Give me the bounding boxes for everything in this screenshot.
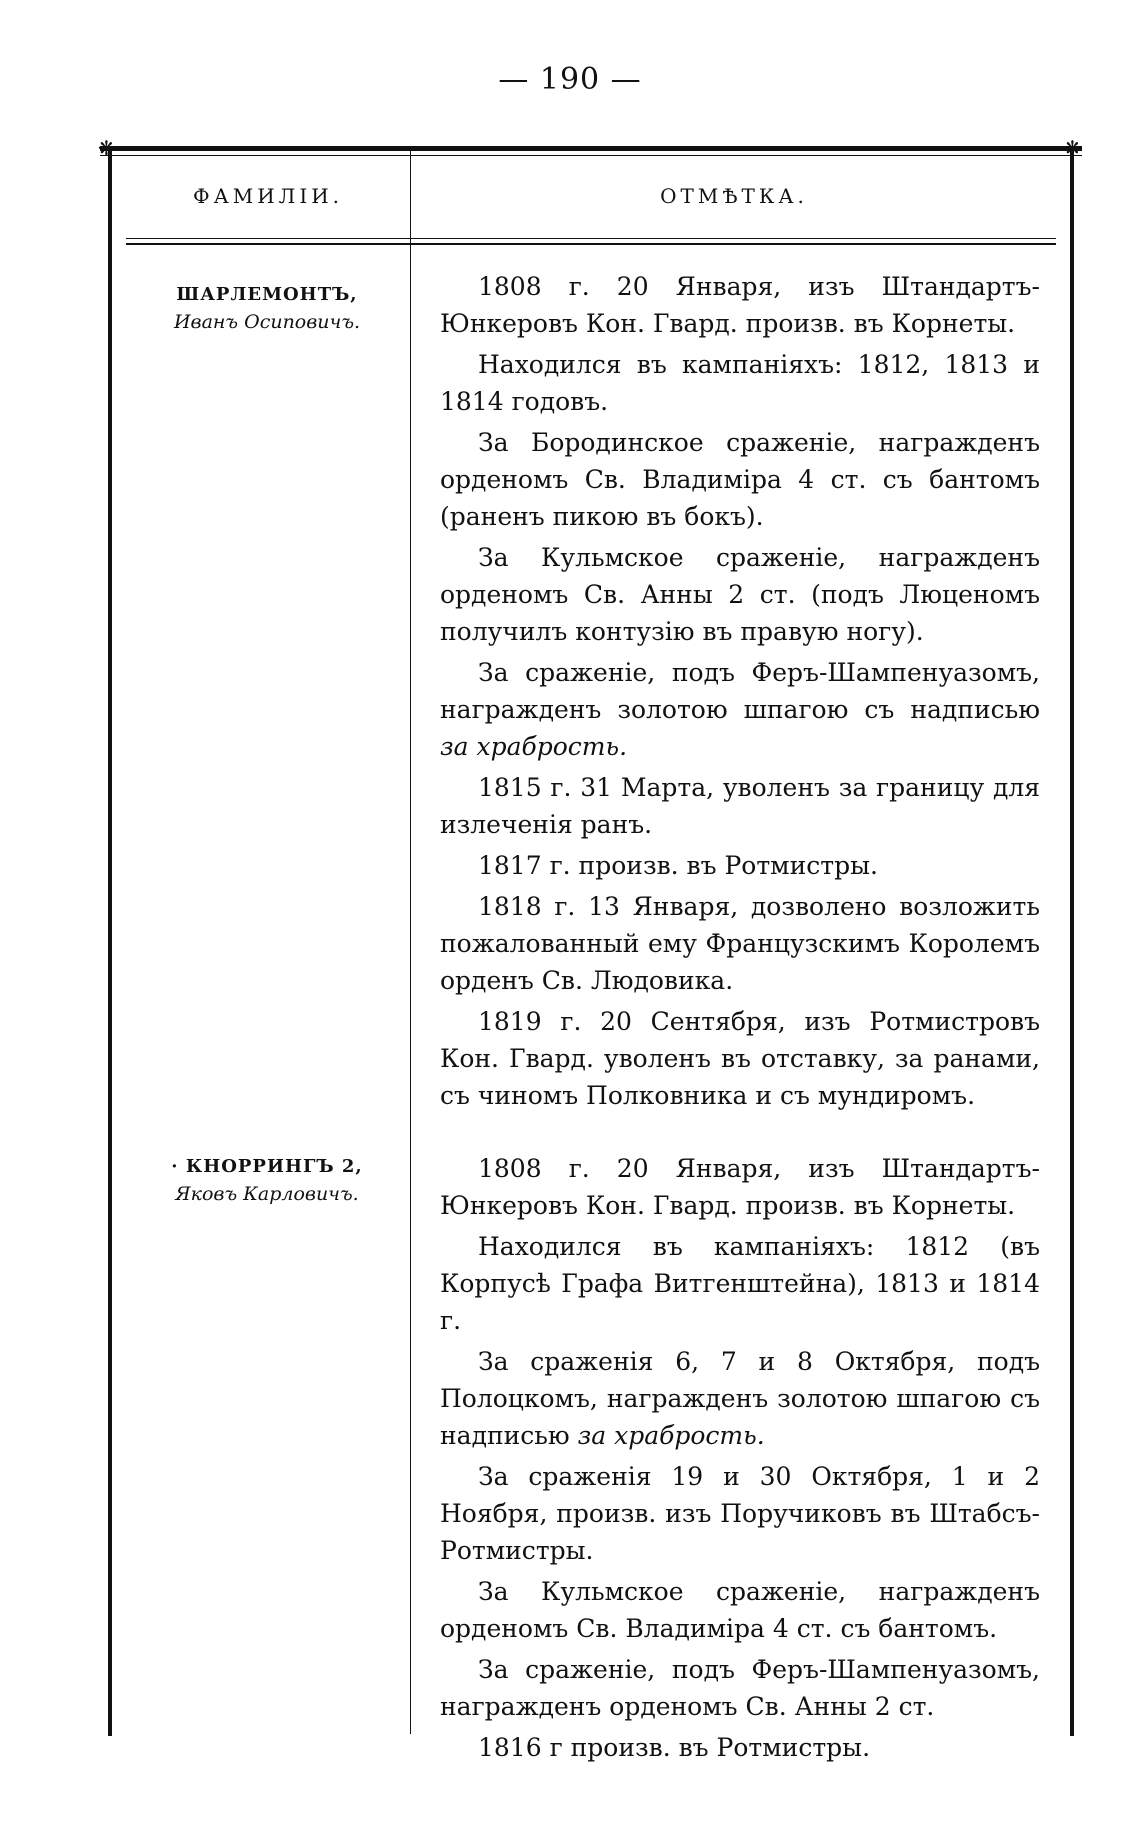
entry-name-sharlemont xyxy=(132,284,402,333)
note-paragraph: Находился въ кампаніяхъ: 1812 (въ Корпусѣ Графа Витгенштейна), 1813 и 1814 г. xyxy=(440,1232,1040,1335)
note-text: За сраженія 6, 7 и 8 Октября, подъ Полоцкомъ, награжденъ золотою шпагою съ надписью xyxy=(440,1347,1040,1450)
note-paragraph xyxy=(440,1343,1040,1454)
note-paragraph: 1816 г произв. въ Ротмистры. xyxy=(478,1733,871,1762)
header-rule-double xyxy=(126,243,1056,245)
surname: ШАРЛЕМОНТЪ, xyxy=(176,284,358,305)
notes-knorring xyxy=(440,1150,1040,1770)
note-italic: за храбрость. xyxy=(577,1421,765,1450)
header-note: ОТМѢТКА. xyxy=(660,184,808,208)
note-paragraph: За Кульмское сраженіе, награжденъ орденомъ Св. Анны 2 ст. (подъ Люценомъ получилъ контузію въ правую ногу). xyxy=(440,543,1040,646)
note-paragraph xyxy=(440,654,1040,765)
note-paragraph: 1815 г. 31 Марта, уволенъ за границу для излеченія ранъ. xyxy=(440,773,1040,839)
column-divider xyxy=(410,150,411,1734)
note-paragraph: За сраженія 19 и 30 Октября, 1 и 2 Ноября, произв. изъ Поручиковъ въ Штабсъ-Ротмистры. xyxy=(440,1462,1040,1565)
note-paragraph: 1817 г. произв. въ Ротмистры. xyxy=(478,851,878,880)
note-paragraph: За Бородинское сраженіе, награжденъ орденомъ Св. Владиміра 4 ст. съ бантомъ (раненъ пикою въ бокъ). xyxy=(440,428,1040,531)
corner-ornament-right: ❋ xyxy=(1064,136,1081,160)
header-surnames: ФАМИЛІИ. xyxy=(192,184,344,208)
surname: · КНОРРИНГЪ 2, xyxy=(171,1156,363,1177)
corner-ornament-left: ❋ xyxy=(98,136,115,160)
note-paragraph: 1808 г. 20 Января, изъ Штандартъ-Юнкеровъ Кон. Гвард. произв. въ Корнеты. xyxy=(440,272,1040,338)
header-rule xyxy=(126,238,1056,239)
given-name: Яковъ Карловичъ. xyxy=(175,1183,359,1205)
note-paragraph: 1808 г. 20 Января, изъ Штандартъ-Юнкеровъ Кон. Гвард. произв. въ Корнеты. xyxy=(440,1154,1040,1220)
given-name: Иванъ Осиповичъ. xyxy=(173,311,361,333)
entry-name-knorring xyxy=(132,1156,402,1205)
note-italic: за храбрость. xyxy=(440,732,628,761)
page-number: — 190 — xyxy=(498,62,642,97)
note-paragraph: Находился въ кампаніяхъ: 1812, 1813 и 1814 годовъ. xyxy=(440,350,1040,416)
note-paragraph: 1819 г. 20 Сентября, изъ Ротмистровъ Кон. Гвард. уволенъ въ отставку, за ранами, съ чиномъ Полковника и съ мундиромъ. xyxy=(440,1007,1040,1110)
note-text: За сраженіе, подъ Феръ-Шампенуазомъ, награжденъ золотою шпагою съ надписью xyxy=(440,658,1040,724)
note-paragraph: 1818 г. 13 Января, дозволено возложить пожалованный ему Французскимъ Королемъ орденъ Св. Людовика. xyxy=(440,892,1040,995)
notes-sharlemont xyxy=(440,268,1040,1118)
note-paragraph: За сраженіе, подъ Феръ-Шампенуазомъ, награжденъ орденомъ Св. Анны 2 ст. xyxy=(440,1655,1040,1721)
note-paragraph: За Кульмское сраженіе, награжденъ орденомъ Св. Владиміра 4 ст. съ бантомъ. xyxy=(440,1577,1040,1643)
